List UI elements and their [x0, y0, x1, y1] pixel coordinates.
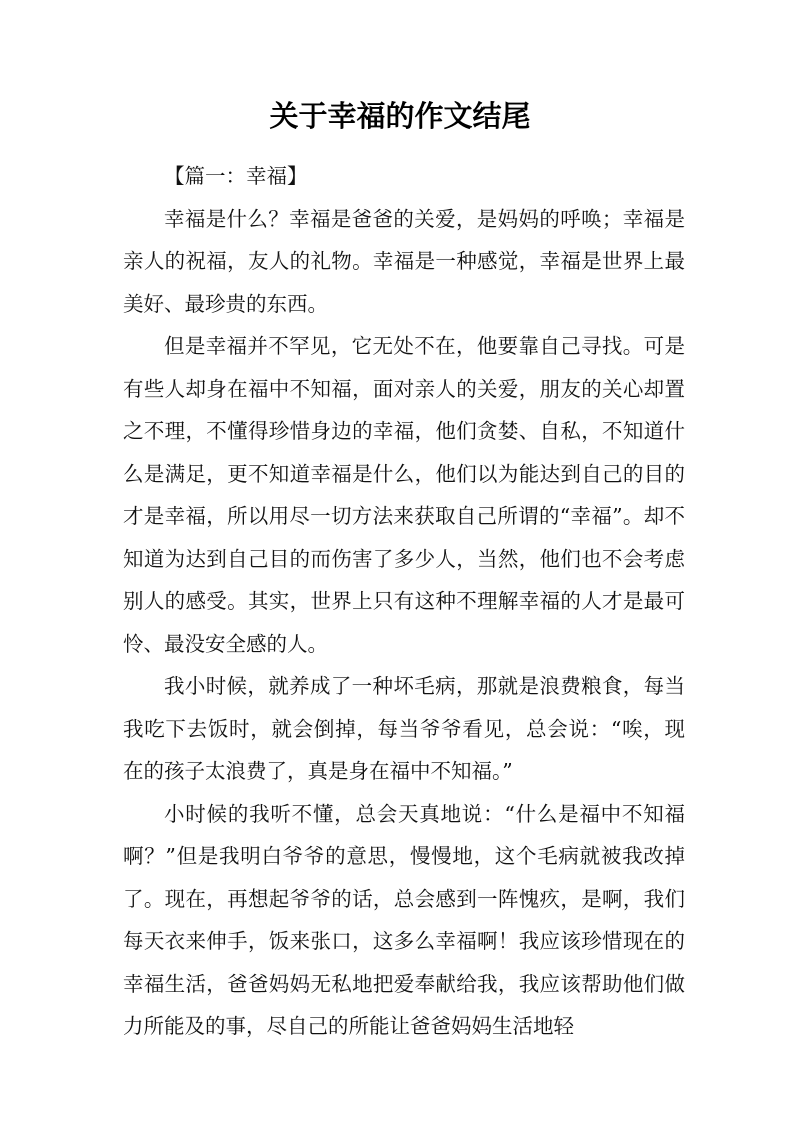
- document-title: 关于幸福的作文结尾: [269, 99, 531, 133]
- paragraph-2: 但是幸福并不罕见，它无处不在，他要靠自己寻找。可是有些人却身在福中不知福，面对亲人的关爱，朋友的关心却置之不理，不懂得珍惜身边的幸福，他们贪婪、自私，不知道什么是满足，更不知道幸福是什么，他们以为能达到自己的目的才是幸福，所以用尽一切方法来获取自己所谓的“幸福”。却不知道为达到自己目的而伤害了多少人，当然，他们也不会考虑别人的感受。其实，世界上只有这种不理解幸福的人才是最可怜、最没安全感的人。: [123, 334, 685, 656]
- paragraph-1: 幸福是什么？幸福是爸爸的关爱，是妈妈的呼唤；幸福是亲人的祝福，友人的礼物。幸福是一种感觉，幸福是世界上最美好、最珍贵的东西。: [123, 206, 685, 316]
- paragraph-4: 小时候的我听不懂，总会天真地说：“什么是福中不知福啊？”但是我明白爷爷的意思，慢慢地，这个毛病就被我改掉了。现在，再想起爷爷的话，总会感到一阵愧疚，是啊，我们每天衣来伸手，饭来张口，这多么幸福啊！我应该珍惜现在的幸福生活，爸爸妈妈无私地把爱奉献给我，我应该帮助他们做力所能及的事，尽自己的所能让爸爸妈妈生活地轻: [123, 801, 685, 1038]
- section-heading: 【篇一：幸福】: [164, 164, 308, 188]
- paragraph-3: 我小时候，就养成了一种坏毛病，那就是浪费粮食，每当我吃下去饭时，就会倒掉，每当爷爷看见，总会说：“唉，现在的孩子太浪费了，真是身在福中不知福。”: [123, 674, 685, 783]
- document-body: [123, 155, 685, 1048]
